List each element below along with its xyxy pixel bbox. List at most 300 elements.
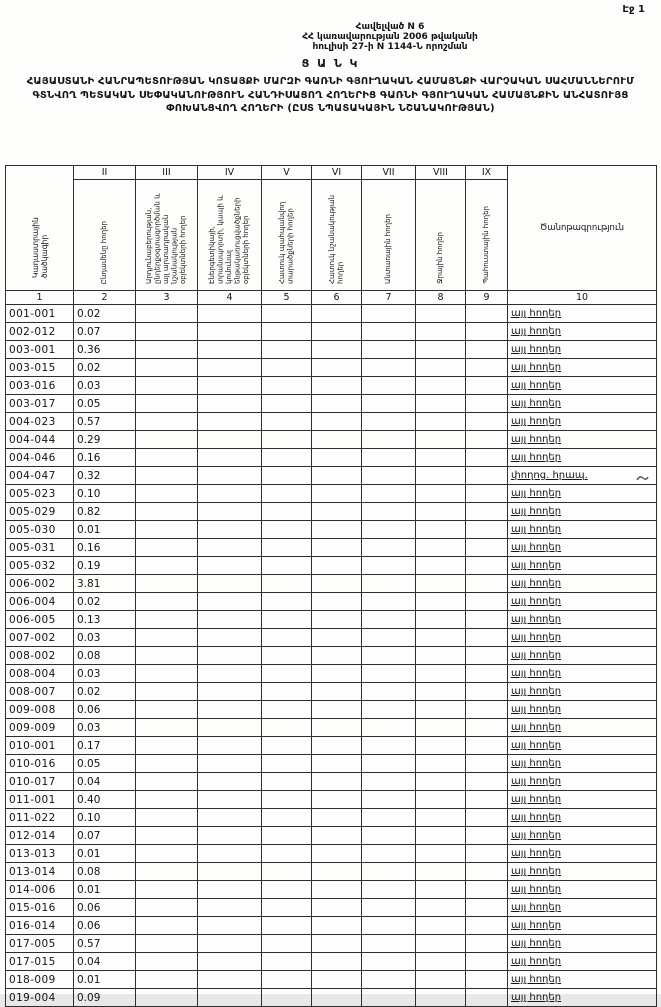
note-text: այլ հողեր bbox=[511, 740, 562, 751]
total-land-cell: 0.08 bbox=[74, 647, 136, 665]
empty-cell bbox=[362, 467, 416, 485]
empty-cell bbox=[136, 629, 198, 647]
col-num-4: 4 bbox=[198, 291, 262, 305]
empty-cell bbox=[262, 719, 312, 737]
note-text: այլ հողեր bbox=[511, 596, 562, 607]
empty-cell bbox=[362, 521, 416, 539]
cadastral-code-cell: 010-001 bbox=[6, 737, 74, 755]
empty-cell bbox=[262, 575, 312, 593]
empty-cell bbox=[312, 863, 362, 881]
cadastral-code-cell: 012-014 bbox=[6, 827, 74, 845]
cadastral-code-cell: 006-004 bbox=[6, 593, 74, 611]
empty-cell bbox=[466, 791, 508, 809]
empty-cell bbox=[466, 575, 508, 593]
total-land-cell: 0.13 bbox=[74, 611, 136, 629]
empty-cell bbox=[262, 989, 312, 1007]
empty-cell bbox=[362, 665, 416, 683]
header-reserve-lands: Պահուստային հողեր bbox=[466, 180, 508, 291]
total-land-cell: 0.02 bbox=[74, 359, 136, 377]
empty-cell bbox=[416, 971, 466, 989]
note-cell bbox=[508, 395, 657, 413]
table-row bbox=[6, 593, 657, 611]
empty-cell bbox=[416, 701, 466, 719]
total-land-cell: 0.04 bbox=[74, 773, 136, 791]
empty-cell bbox=[136, 485, 198, 503]
empty-cell bbox=[262, 377, 312, 395]
table-row bbox=[6, 341, 657, 359]
document-title: ՀԱՅԱՍՏԱՆԻ ՀԱՆՐԱՊԵՏՈՒԹՅԱՆ ԿՈՏԱՅՔԻ ՄԱՐԶԻ ԳԱՌՆԻ ԳՅՈՒՂԱԿԱՆ ՀԱՄԱՅՆՔԻ ՎԱՐՉԱԿԱՆ ՍԱՀՄԱՆՆԵՐՈՒՄ ԳՏՆՎՈՂ ՊԵՏԱԿԱՆ ՍԵՓԱԿԱՆՈՒԹՅՈՒՆ ՀԱՆԴԻՍԱՑՈՂ ՀՈՂԵՐԻՑ ԳԱՌՆԻ ԳՅՈՒՂԱԿԱՆ ՀԱՄԱՅՆՔԻՆ ԱՆՀԱՏՈՒՅՑ ՓՈԽԱՆՑՎՈՂ ՀՈՂԵՐԻ (ԸՍՏ ՆՊԱՏԱԿԱՅԻՆ ՆՇԱՆԱԿՈՒԹՅԱՆ) bbox=[26, 76, 635, 114]
total-land-cell: 0.02 bbox=[74, 305, 136, 323]
total-land-cell: 0.03 bbox=[74, 665, 136, 683]
empty-cell bbox=[362, 485, 416, 503]
empty-cell bbox=[136, 971, 198, 989]
empty-cell bbox=[198, 881, 262, 899]
header-protected-area-lands: Հատուկ պահպանվող տարածքների հողեր bbox=[262, 180, 312, 291]
empty-cell bbox=[466, 737, 508, 755]
note-text: այլ հողեր bbox=[511, 488, 562, 499]
empty-cell bbox=[416, 863, 466, 881]
note-cell bbox=[508, 341, 657, 359]
empty-cell bbox=[362, 953, 416, 971]
cadastral-code-cell: 001-001 bbox=[6, 305, 74, 323]
note-cell bbox=[508, 953, 657, 971]
empty-cell bbox=[198, 701, 262, 719]
roman-III: III bbox=[136, 166, 198, 180]
empty-cell bbox=[416, 755, 466, 773]
empty-cell bbox=[262, 395, 312, 413]
empty-cell bbox=[362, 341, 416, 359]
col-num-10: 10 bbox=[508, 291, 657, 305]
total-land-cell: 0.08 bbox=[74, 863, 136, 881]
header-forest-lands: Անտառային հողեր bbox=[362, 180, 416, 291]
empty-cell bbox=[198, 683, 262, 701]
empty-cell bbox=[416, 827, 466, 845]
empty-cell bbox=[136, 665, 198, 683]
empty-cell bbox=[466, 521, 508, 539]
note-text: փողոց. հրապ. bbox=[511, 470, 588, 481]
empty-cell bbox=[416, 359, 466, 377]
empty-cell bbox=[312, 323, 362, 341]
cadastral-code-cell: 017-005 bbox=[6, 935, 74, 953]
empty-cell bbox=[198, 935, 262, 953]
header-cadastral-code bbox=[6, 166, 74, 291]
empty-cell bbox=[198, 305, 262, 323]
empty-cell bbox=[262, 917, 312, 935]
empty-cell bbox=[198, 899, 262, 917]
table-row bbox=[6, 917, 657, 935]
roman-IX: IX bbox=[466, 166, 508, 180]
empty-cell bbox=[362, 377, 416, 395]
empty-cell bbox=[362, 719, 416, 737]
empty-cell bbox=[198, 917, 262, 935]
table-row bbox=[6, 467, 657, 485]
table-row bbox=[6, 791, 657, 809]
annex-reference bbox=[255, 22, 525, 52]
empty-cell bbox=[312, 305, 362, 323]
empty-cell bbox=[136, 395, 198, 413]
table-row bbox=[6, 521, 657, 539]
empty-cell bbox=[466, 539, 508, 557]
cadastral-code-cell: 008-002 bbox=[6, 647, 74, 665]
total-land-cell: 0.17 bbox=[74, 737, 136, 755]
empty-cell bbox=[136, 809, 198, 827]
empty-cell bbox=[466, 413, 508, 431]
empty-cell bbox=[416, 737, 466, 755]
cadastral-code-cell: 013-013 bbox=[6, 845, 74, 863]
col-num-1: 1 bbox=[6, 291, 74, 305]
empty-cell bbox=[312, 647, 362, 665]
note-text: այլ հողեր bbox=[511, 416, 562, 427]
empty-cell bbox=[362, 611, 416, 629]
empty-cell bbox=[198, 593, 262, 611]
empty-cell bbox=[466, 701, 508, 719]
empty-cell bbox=[198, 467, 262, 485]
empty-cell bbox=[198, 431, 262, 449]
table-row bbox=[6, 719, 657, 737]
table-row bbox=[6, 647, 657, 665]
empty-cell bbox=[466, 845, 508, 863]
empty-cell bbox=[262, 503, 312, 521]
empty-cell bbox=[262, 593, 312, 611]
empty-cell bbox=[312, 413, 362, 431]
empty-cell bbox=[136, 359, 198, 377]
empty-cell bbox=[362, 791, 416, 809]
empty-cell bbox=[466, 629, 508, 647]
note-cell bbox=[508, 845, 657, 863]
note-cell bbox=[508, 917, 657, 935]
note-text: այլ հողեր bbox=[511, 434, 562, 445]
cadastral-code-cell: 009-008 bbox=[6, 701, 74, 719]
note-text: այլ հողեր bbox=[511, 686, 562, 697]
empty-cell bbox=[312, 593, 362, 611]
empty-cell bbox=[262, 467, 312, 485]
roman-VI: VI bbox=[312, 166, 362, 180]
empty-cell bbox=[198, 809, 262, 827]
empty-cell bbox=[416, 629, 466, 647]
empty-cell bbox=[416, 305, 466, 323]
empty-cell bbox=[262, 845, 312, 863]
empty-cell bbox=[198, 611, 262, 629]
empty-cell bbox=[312, 755, 362, 773]
empty-cell bbox=[262, 701, 312, 719]
cadastral-code-cell: 016-014 bbox=[6, 917, 74, 935]
empty-cell bbox=[198, 791, 262, 809]
table-row bbox=[6, 971, 657, 989]
total-land-cell: 0.06 bbox=[74, 899, 136, 917]
total-land-cell: 0.03 bbox=[74, 719, 136, 737]
note-cell bbox=[508, 503, 657, 521]
empty-cell bbox=[362, 971, 416, 989]
empty-cell bbox=[136, 935, 198, 953]
empty-cell bbox=[262, 449, 312, 467]
empty-cell bbox=[362, 845, 416, 863]
empty-cell bbox=[312, 575, 362, 593]
total-land-cell: 0.02 bbox=[74, 593, 136, 611]
empty-cell bbox=[312, 359, 362, 377]
empty-cell bbox=[416, 953, 466, 971]
empty-cell bbox=[136, 791, 198, 809]
empty-cell bbox=[262, 539, 312, 557]
cadastral-code-cell: 005-031 bbox=[6, 539, 74, 557]
empty-cell bbox=[312, 521, 362, 539]
empty-cell bbox=[466, 989, 508, 1007]
empty-cell bbox=[136, 917, 198, 935]
roman-VII: VII bbox=[362, 166, 416, 180]
roman-II: II bbox=[74, 166, 136, 180]
total-land-cell: 0.06 bbox=[74, 701, 136, 719]
total-land-cell: 0.05 bbox=[74, 395, 136, 413]
note-text: այլ հողեր bbox=[511, 830, 562, 841]
cadastral-code-cell: 005-023 bbox=[6, 485, 74, 503]
note-text: այլ հողեր bbox=[511, 326, 562, 337]
table-row bbox=[6, 827, 657, 845]
cadastral-code-cell: 011-001 bbox=[6, 791, 74, 809]
note-cell bbox=[508, 827, 657, 845]
empty-cell bbox=[262, 737, 312, 755]
empty-cell bbox=[362, 539, 416, 557]
empty-cell bbox=[362, 593, 416, 611]
col-num-3: 3 bbox=[136, 291, 198, 305]
empty-cell bbox=[466, 773, 508, 791]
empty-cell bbox=[416, 557, 466, 575]
table-row bbox=[6, 953, 657, 971]
note-cell bbox=[508, 305, 657, 323]
note-text: այլ հողեր bbox=[511, 578, 562, 589]
empty-cell bbox=[416, 917, 466, 935]
scan-artifact-mark bbox=[635, 473, 649, 483]
table-body bbox=[6, 305, 657, 1007]
table-row bbox=[6, 809, 657, 827]
empty-cell bbox=[198, 485, 262, 503]
header-notes bbox=[508, 166, 657, 291]
total-land-cell: 0.57 bbox=[74, 413, 136, 431]
empty-cell bbox=[136, 431, 198, 449]
total-land-cell: 0.57 bbox=[74, 935, 136, 953]
empty-cell bbox=[466, 449, 508, 467]
table-row bbox=[6, 503, 657, 521]
note-cell bbox=[508, 377, 657, 395]
total-land-cell: 0.10 bbox=[74, 485, 136, 503]
empty-cell bbox=[466, 557, 508, 575]
note-text: այլ հողեր bbox=[511, 704, 562, 715]
empty-cell bbox=[312, 485, 362, 503]
note-text: այլ հողեր bbox=[511, 614, 562, 625]
empty-cell bbox=[312, 629, 362, 647]
empty-cell bbox=[262, 809, 312, 827]
table-row bbox=[6, 395, 657, 413]
header-special-purpose-lands: Հատուկ նշանակության հողեր bbox=[312, 180, 362, 291]
table-row bbox=[6, 449, 657, 467]
empty-cell bbox=[262, 755, 312, 773]
empty-cell bbox=[198, 755, 262, 773]
empty-cell bbox=[312, 431, 362, 449]
empty-cell bbox=[416, 413, 466, 431]
empty-cell bbox=[136, 377, 198, 395]
empty-cell bbox=[198, 503, 262, 521]
empty-cell bbox=[466, 881, 508, 899]
note-cell bbox=[508, 359, 657, 377]
empty-cell bbox=[362, 629, 416, 647]
empty-cell bbox=[136, 773, 198, 791]
total-land-cell: 0.01 bbox=[74, 881, 136, 899]
empty-cell bbox=[466, 323, 508, 341]
cadastral-code-cell: 010-017 bbox=[6, 773, 74, 791]
empty-cell bbox=[466, 827, 508, 845]
empty-cell bbox=[416, 485, 466, 503]
note-cell bbox=[508, 773, 657, 791]
table-row bbox=[6, 863, 657, 881]
note-text: այլ հողեր bbox=[511, 308, 562, 319]
table-row bbox=[6, 881, 657, 899]
column-number-row bbox=[6, 291, 657, 305]
cadastral-code-cell: 005-032 bbox=[6, 557, 74, 575]
empty-cell bbox=[312, 503, 362, 521]
total-land-cell: 0.06 bbox=[74, 917, 136, 935]
cadastral-code-cell: 005-030 bbox=[6, 521, 74, 539]
empty-cell bbox=[312, 953, 362, 971]
empty-cell bbox=[312, 917, 362, 935]
empty-cell bbox=[262, 773, 312, 791]
empty-cell bbox=[136, 863, 198, 881]
empty-cell bbox=[198, 323, 262, 341]
table-row bbox=[6, 413, 657, 431]
cadastral-code-cell: 014-006 bbox=[6, 881, 74, 899]
note-text: այլ հողեր bbox=[511, 344, 562, 355]
total-land-cell: 0.01 bbox=[74, 521, 136, 539]
note-cell bbox=[508, 719, 657, 737]
empty-cell bbox=[198, 413, 262, 431]
empty-cell bbox=[262, 863, 312, 881]
empty-cell bbox=[362, 359, 416, 377]
empty-cell bbox=[136, 953, 198, 971]
total-land-cell: 0.09 bbox=[74, 989, 136, 1007]
empty-cell bbox=[312, 611, 362, 629]
empty-cell bbox=[262, 305, 312, 323]
empty-cell bbox=[312, 557, 362, 575]
note-text: այլ հողեր bbox=[511, 938, 562, 949]
empty-cell bbox=[198, 359, 262, 377]
table-row bbox=[6, 575, 657, 593]
table-row bbox=[6, 899, 657, 917]
cadastral-code-cell: 008-007 bbox=[6, 683, 74, 701]
empty-cell bbox=[136, 647, 198, 665]
empty-cell bbox=[136, 575, 198, 593]
table-row bbox=[6, 611, 657, 629]
empty-cell bbox=[262, 629, 312, 647]
note-cell bbox=[508, 539, 657, 557]
cadastral-code-cell: 006-002 bbox=[6, 575, 74, 593]
total-land-cell: 0.16 bbox=[74, 539, 136, 557]
empty-cell bbox=[198, 827, 262, 845]
note-cell bbox=[508, 557, 657, 575]
cadastral-code-cell: 008-004 bbox=[6, 665, 74, 683]
header-total-lands: Ընդամենը հողեր bbox=[74, 180, 136, 291]
empty-cell bbox=[416, 323, 466, 341]
empty-cell bbox=[466, 809, 508, 827]
empty-cell bbox=[198, 845, 262, 863]
empty-cell bbox=[362, 755, 416, 773]
cadastral-code-cell: 019-004 bbox=[6, 989, 74, 1007]
empty-cell bbox=[466, 971, 508, 989]
empty-cell bbox=[362, 575, 416, 593]
note-text: այլ հողեր bbox=[511, 920, 562, 931]
cadastral-code-cell: 005-029 bbox=[6, 503, 74, 521]
empty-cell bbox=[466, 665, 508, 683]
empty-cell bbox=[198, 557, 262, 575]
note-cell bbox=[508, 647, 657, 665]
empty-cell bbox=[312, 395, 362, 413]
total-land-cell: 0.03 bbox=[74, 377, 136, 395]
empty-cell bbox=[198, 629, 262, 647]
empty-cell bbox=[362, 305, 416, 323]
empty-cell bbox=[262, 791, 312, 809]
empty-cell bbox=[262, 557, 312, 575]
empty-cell bbox=[416, 881, 466, 899]
empty-cell bbox=[136, 521, 198, 539]
empty-cell bbox=[362, 683, 416, 701]
note-text: այլ հողեր bbox=[511, 758, 562, 769]
cadastral-code-cell: 003-001 bbox=[6, 341, 74, 359]
note-cell bbox=[508, 863, 657, 881]
note-cell bbox=[508, 701, 657, 719]
empty-cell bbox=[466, 359, 508, 377]
empty-cell bbox=[466, 395, 508, 413]
empty-cell bbox=[136, 845, 198, 863]
header-water-lands: Ջրային հողեր bbox=[416, 180, 466, 291]
empty-cell bbox=[262, 935, 312, 953]
empty-cell bbox=[262, 359, 312, 377]
total-land-cell: 3.81 bbox=[74, 575, 136, 593]
note-cell bbox=[508, 413, 657, 431]
annex-line-2: ՀՀ կառավարության 2006 թվականի bbox=[302, 32, 478, 42]
empty-cell bbox=[312, 467, 362, 485]
empty-cell bbox=[312, 737, 362, 755]
empty-cell bbox=[136, 989, 198, 1007]
note-text: այլ հողեր bbox=[511, 812, 562, 823]
note-text: այլ հողեր bbox=[511, 992, 562, 1003]
cadastral-code-cell: 004-023 bbox=[6, 413, 74, 431]
table-row bbox=[6, 485, 657, 503]
empty-cell bbox=[198, 449, 262, 467]
empty-cell bbox=[312, 773, 362, 791]
note-text: այլ հողեր bbox=[511, 542, 562, 553]
empty-cell bbox=[136, 449, 198, 467]
empty-cell bbox=[416, 989, 466, 1007]
table-row bbox=[6, 323, 657, 341]
empty-cell bbox=[362, 503, 416, 521]
table-row bbox=[6, 773, 657, 791]
empty-cell bbox=[416, 449, 466, 467]
total-land-cell: 0.40 bbox=[74, 791, 136, 809]
empty-cell bbox=[416, 539, 466, 557]
table-row bbox=[6, 629, 657, 647]
note-cell bbox=[508, 521, 657, 539]
empty-cell bbox=[262, 683, 312, 701]
empty-cell bbox=[362, 773, 416, 791]
empty-cell bbox=[136, 827, 198, 845]
table-row bbox=[6, 377, 657, 395]
cadastral-code-cell: 003-016 bbox=[6, 377, 74, 395]
empty-cell bbox=[312, 539, 362, 557]
empty-cell bbox=[416, 899, 466, 917]
note-text: այլ հողեր bbox=[511, 380, 562, 391]
total-land-cell: 0.07 bbox=[74, 323, 136, 341]
empty-cell bbox=[362, 413, 416, 431]
total-land-cell: 0.19 bbox=[74, 557, 136, 575]
empty-cell bbox=[362, 935, 416, 953]
empty-cell bbox=[262, 827, 312, 845]
empty-cell bbox=[136, 683, 198, 701]
